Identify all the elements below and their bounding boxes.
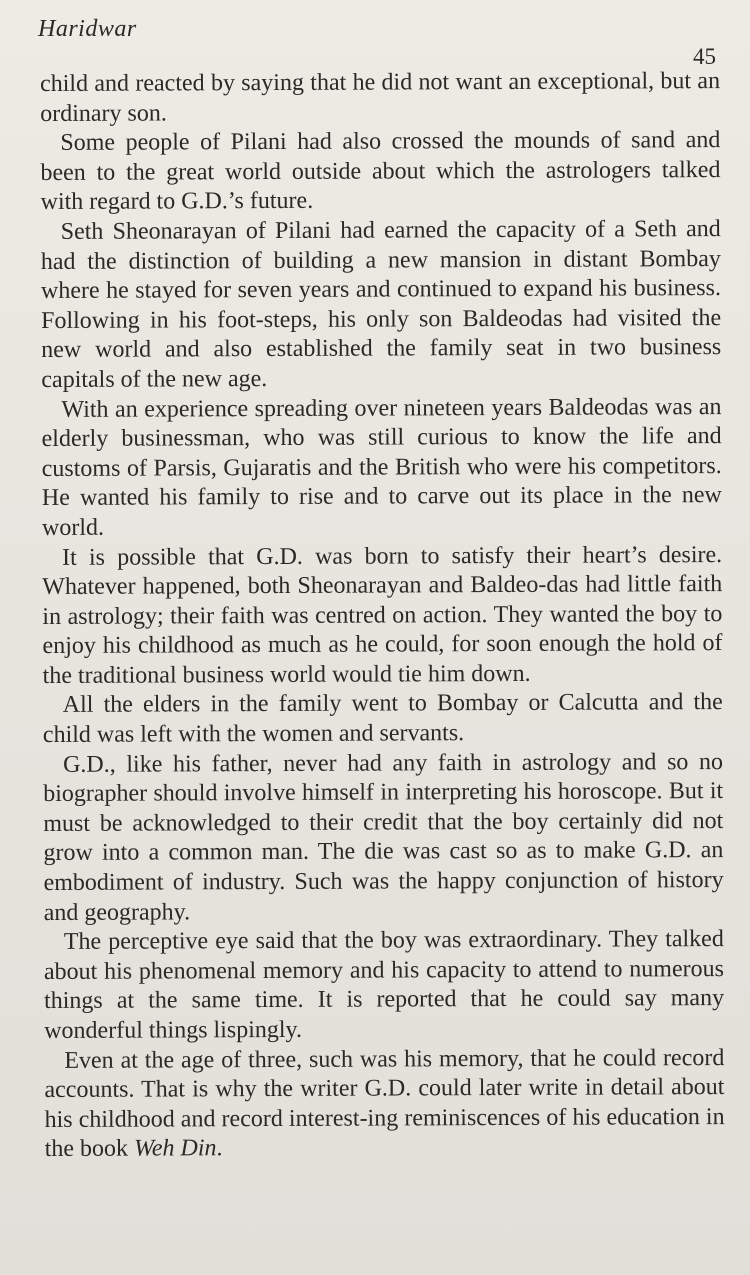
running-head: Haridwar	[38, 16, 137, 42]
book-title: Weh Din	[133, 1135, 217, 1162]
paragraph-astrology: G.D., like his father, never had any faith in astrology and so no biographer should involve himself in interpreting his horoscope. But it must be acknowledged to their credit that the boy certainly did not grow into a common man. The die was cast so as to make G.D. an embodiment of industry. Such was the happy conjunction of history and geography.	[43, 748, 724, 926]
paragraph-seth-sheonarayan: Seth Sheonarayan of Pilani had earned the capacity of a Seth and had the distinction of building a new mansion in distant Bombay where he stayed for seven years and continued to expand his business. Following in his foot-steps, his only son Baldeodas had visited the new world and also established the family seat in two business capitals of the new age.	[40, 216, 722, 393]
paragraph-memory	[44, 1044, 725, 1165]
paragraph-continued: child and reacted by saying that he did not want an exceptional, but an ordinary son.	[40, 68, 721, 127]
memory-text-end: .	[216, 1135, 223, 1162]
paragraph-elders: All the elders in the family went to Bombay or Calcutta and the child was left with the women and servants.	[42, 689, 723, 749]
page-number: 45	[693, 44, 716, 69]
body-text	[40, 67, 725, 1165]
paragraph-baldeodas: With an experience spreading over nineteen years Baldeodas was an elderly businessman, who was still curious to know the life and customs of Parsis, Gujaratis and the British who were his competitors. He wanted his family to rise and to carve out its place in the new world.	[41, 393, 722, 541]
paragraph-heart-desire: It is possible that G.D. was born to satisfy their heart’s desire. Whatever happened, both Sheonarayan and Baldeo-das had little faith in astrology; their faith was centred on action. They wanted the boy to enjoy his childhood as much as he could, for soon enough the hold of the traditional business world would tie him down.	[42, 541, 723, 689]
memory-text: Even at the age of three, such was his memory, that he could record accounts. That is why the writer G.D. could later write in detail about his childhood and record interest-ing reminiscences of his education in the book	[44, 1044, 725, 1163]
paragraph-pilani-travellers: Some people of Pilani had also crossed the mounds of sand and been to the great world outside about which the astrologers talked with regard to G.D.’s future.	[40, 127, 721, 216]
paragraph-perceptive-eye: The perceptive eye said that the boy was extraordinary. They talked about his phenomenal memory and his capacity to attend to numerous things at the same time. It is reported that he could say many wonderful things lispingly.	[43, 926, 725, 1044]
